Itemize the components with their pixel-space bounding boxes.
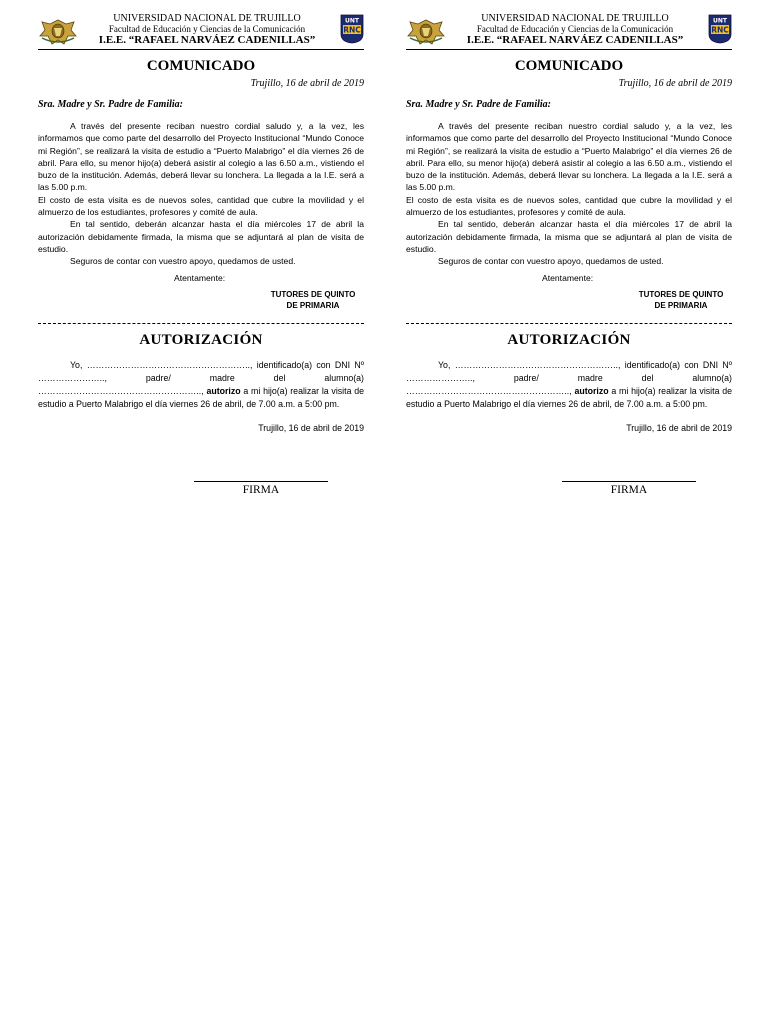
autorizacion-text-end: a mi hijo(a) realizar la visita de estudio a Puerto Malabrigo el día viernes 26 de abril, de 7.00 a.m. a 5:00 pm. <box>38 385 364 410</box>
autorizacion-text-start: Yo, ……………………………………………….., identificado(a) con DNI Nº ………………….., padre/ madre del alumno(a) ……………………………………………….., <box>406 359 732 396</box>
autorizo-word: autorizo <box>574 385 609 396</box>
university-name: UNIVERSIDAD NACIONAL DE TRUJILLO <box>481 13 669 24</box>
autorizacion-body <box>406 359 732 412</box>
paragraph: En tal sentido, deberán alcanzar hasta el día miércoles 17 de abril la autorización debidamente firmada, la misma que se adjuntará al plan de visita de estudio. <box>406 219 732 254</box>
university-name: UNIVERSIDAD NACIONAL DE TRUJILLO <box>113 13 301 24</box>
firma-label: FIRMA <box>242 484 280 497</box>
comunicado-title: COMUNICADO <box>146 58 256 74</box>
closing: Atentamente: <box>174 272 226 283</box>
faculty-name: Facultad de Educación y Ciencias de la Comunicación <box>476 24 674 34</box>
salutation: Sra. Madre y Sr. Padre de Familia: <box>38 99 184 110</box>
closing: Atentamente: <box>542 272 594 283</box>
letterhead <box>406 12 732 52</box>
university-crest-icon <box>38 16 78 48</box>
cut-line <box>38 323 364 324</box>
school-name: I.E.E. “RAFAEL NARVÁEZ CADENILLAS” <box>98 34 316 46</box>
salutation: Sra. Madre y Sr. Padre de Familia: <box>406 99 552 110</box>
comunicado-copy-right <box>406 12 732 496</box>
comunicado-title: COMUNICADO <box>514 58 624 74</box>
paragraph: El costo de esta visita es de nuevos soles, cantidad que cubre la movilidad y el almuerzo de los estudiantes, profesores y comité de aula. <box>38 194 364 218</box>
letterhead <box>38 12 364 52</box>
autorizacion-text-start: Yo, ……………………………………………….., identificado(a) con DNI Nº ………………….., padre/ madre del alumno(a) ……………………………………………….., <box>38 359 364 396</box>
signature-block <box>258 289 368 311</box>
paragraph: A través del presente reciban nuestro cordial saludo y, a la vez, les informamos que como parte del desarrollo del Proyecto Institucional “Mundo Conoce mi Región”, se realizará la visita de estudio a “Puerto Malabrigo” el día viernes 26 de abril. Para ello, su menor hijo(a) deberá asistir al colegio a las 6.50 a.m., vistiendo el buzo de la institución. Además, deberá llevar su lonchera. La llegada a la I.E. será a las 5.00 p.m. <box>38 121 364 193</box>
comunicado-body <box>406 120 732 268</box>
svg-text:RNC: RNC <box>343 25 361 35</box>
school-name: I.E.E. “RAFAEL NARVÁEZ CADENILLAS” <box>466 34 684 46</box>
svg-text:UNT: UNT <box>345 17 359 25</box>
cut-line <box>406 323 732 324</box>
comunicado-date: Trujillo, 16 de abril de 2019 <box>250 78 364 89</box>
autorizacion-date: Trujillo, 16 de abril de 2019 <box>258 423 364 434</box>
autorizacion-date: Trujillo, 16 de abril de 2019 <box>626 423 732 434</box>
comunicado-body <box>38 120 364 268</box>
signature-line: TUTORES DE QUINTO <box>638 289 724 299</box>
paragraph: A través del presente reciban nuestro cordial saludo y, a la vez, les informamos que como parte del desarrollo del Proyecto Institucional “Mundo Conoce mi Región”, se realizará la visita de estudio a “Puerto Malabrigo” el día viernes 26 de abril. Para ello, su menor hijo(a) deberá asistir al colegio a las 6.50 a.m., vistiendo el buzo de la institución. Además, deberá llevar su lonchera. La llegada a la I.E. será a las 5.00 p.m. <box>406 121 732 193</box>
autorizacion-title: AUTORIZACIÓN <box>139 331 263 348</box>
autorizacion-body <box>38 359 364 412</box>
header-divider <box>406 49 732 50</box>
autorizacion-text <box>38 359 364 412</box>
signature-block <box>626 289 736 311</box>
signature-line: DE PRIMARIA <box>286 300 340 310</box>
header-divider <box>38 49 364 50</box>
autorizo-word: autorizo <box>206 385 241 396</box>
comunicado-date: Trujillo, 16 de abril de 2019 <box>618 78 732 89</box>
signature-line: TUTORES DE QUINTO <box>270 289 356 299</box>
paragraph: Seguros de contar con vuestro apoyo, quedamos de usted. <box>438 256 664 267</box>
school-logo-icon <box>708 14 732 44</box>
firma-label: FIRMA <box>610 484 648 497</box>
comunicado-copy-left <box>38 12 364 496</box>
svg-text:RNC: RNC <box>711 25 729 35</box>
autorizacion-text-end: a mi hijo(a) realizar la visita de estudio a Puerto Malabrigo el día viernes 26 de abril, de 7.00 a.m. a 5:00 pm. <box>406 385 732 410</box>
autorizacion-text <box>406 359 732 412</box>
svg-text:UNT: UNT <box>713 17 727 25</box>
paragraph: El costo de esta visita es de nuevos soles, cantidad que cubre la movilidad y el almuerzo de los estudiantes, profesores y comité de aula. <box>406 194 732 218</box>
university-crest-icon <box>406 16 446 48</box>
signature-rule <box>562 481 696 482</box>
school-logo-icon <box>340 14 364 44</box>
faculty-name: Facultad de Educación y Ciencias de la Comunicación <box>108 24 306 34</box>
paragraph: Seguros de contar con vuestro apoyo, quedamos de usted. <box>70 256 296 267</box>
signature-rule <box>194 481 328 482</box>
signature-line: DE PRIMARIA <box>654 300 708 310</box>
paragraph: En tal sentido, deberán alcanzar hasta el día miércoles 17 de abril la autorización debidamente firmada, la misma que se adjuntará al plan de visita de estudio. <box>38 219 364 254</box>
autorizacion-title: AUTORIZACIÓN <box>507 331 631 348</box>
